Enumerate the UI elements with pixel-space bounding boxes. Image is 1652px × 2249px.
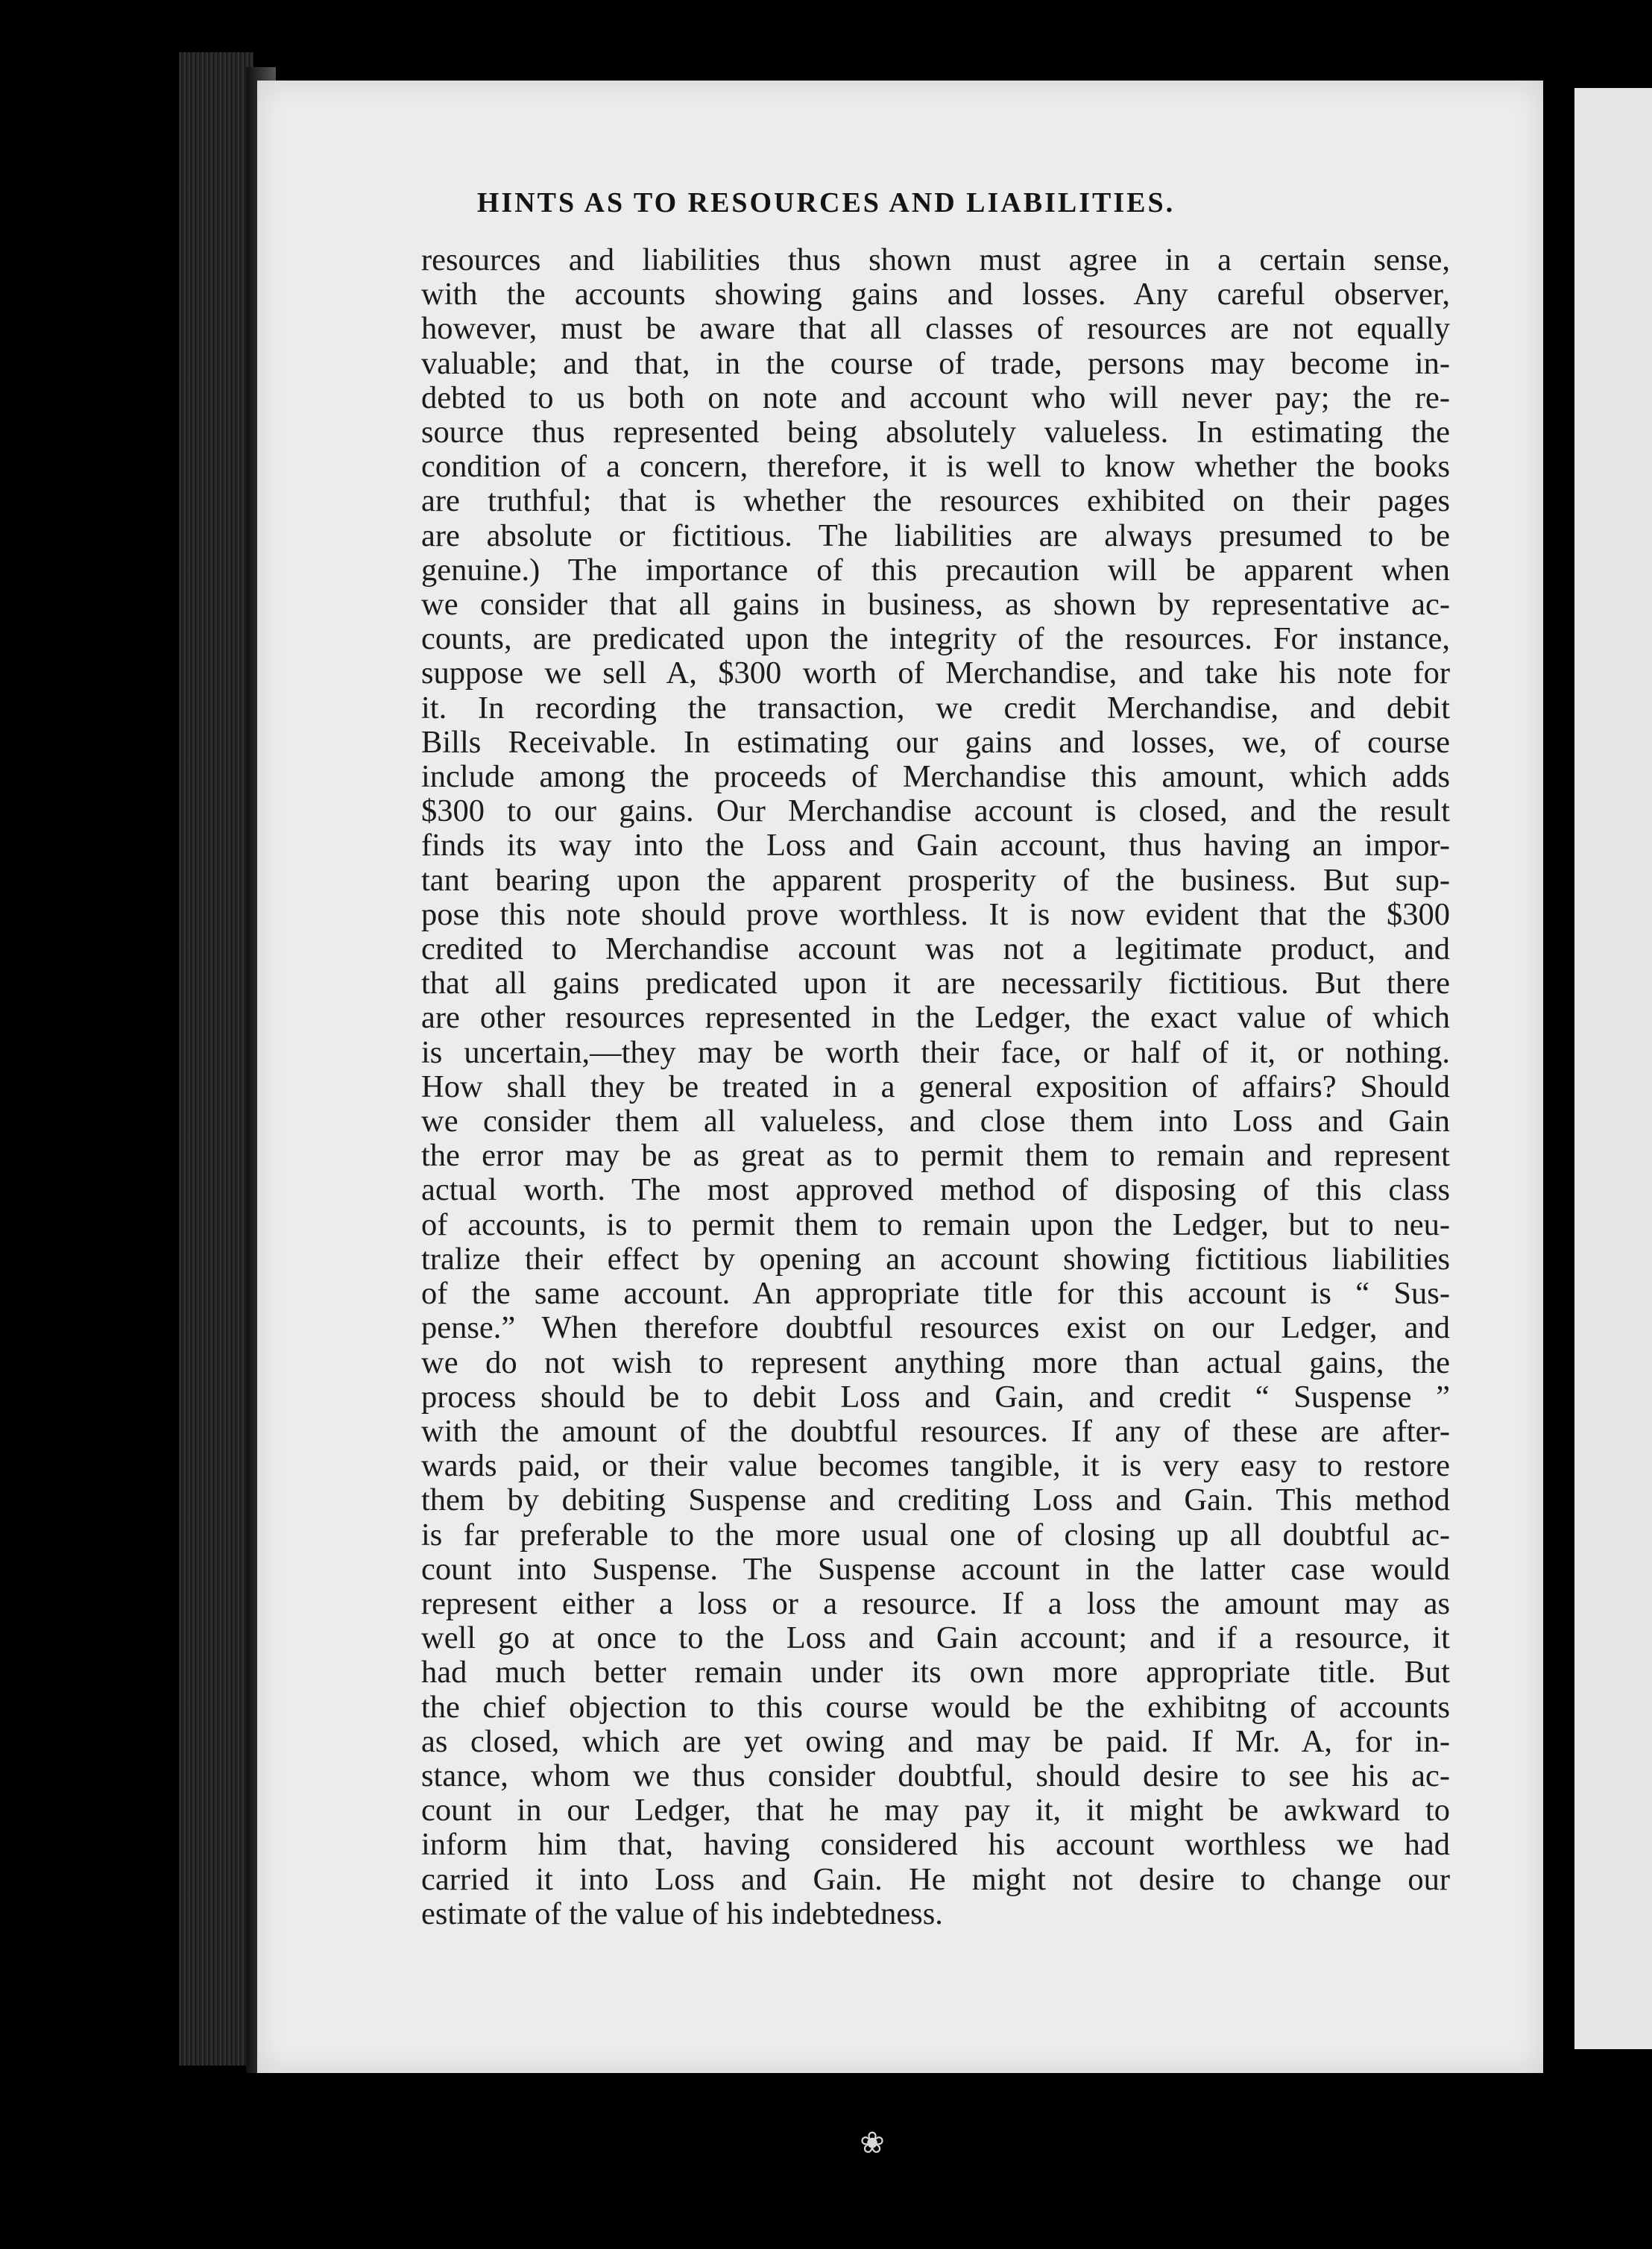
text-line: carried it into Loss and Gain. He might not desire to change our — [421, 1861, 1450, 1897]
text-line: had much better remain under its own more appropriate title. But — [421, 1655, 1450, 1690]
text-line: actual worth. The most approved method of disposing of this class — [421, 1172, 1450, 1208]
text-line: are absolute or fictitious. The liabilities are always presumed to be — [421, 518, 1450, 553]
text-line: tralize their effect by opening an account showing fictitious liabilities — [421, 1241, 1450, 1277]
text-line: is far preferable to the more usual one of closing up all doubtful ac- — [421, 1517, 1450, 1553]
text-line: wards paid, or their value becomes tangible, it is very easy to restore — [421, 1448, 1450, 1484]
text-line: estimate of the value of his indebtedness. — [421, 1896, 943, 1931]
text-line: we consider that all gains in business, as shown by representative ac- — [421, 587, 1450, 623]
text-line: genuine.) The importance of this precaution will be apparent when — [421, 552, 1450, 588]
text-line: however, must be aware that all classes of resources are not equally — [421, 311, 1450, 347]
text-line: counts, are predicated upon the integrity of the resources. For instance, — [421, 621, 1450, 657]
text-line: we consider them all valueless, and close them into Loss and Gain — [421, 1104, 1450, 1139]
text-line: tant bearing upon the apparent prosperity of the business. But sup- — [421, 862, 1450, 898]
text-line: condition of a concern, therefore, it is well to know whether the books — [421, 449, 1450, 485]
text-line: How shall they be treated in a general exposition of affairs? Should — [421, 1069, 1450, 1104]
body-text — [421, 243, 1450, 1931]
text-line: valuable; and that, in the course of trade, persons may become in- — [421, 345, 1450, 381]
text-line: the error may be as great as to permit them to remain and represent — [421, 1138, 1450, 1174]
text-line: it. In recording the transaction, we credit Merchandise, and debit — [421, 690, 1450, 726]
text-line: the chief objection to this course would be the exhibitng of accounts — [421, 1689, 1450, 1725]
text-line: are truthful; that is whether the resources exhibited on their pages — [421, 483, 1450, 519]
facing-page-edge — [1574, 88, 1652, 2049]
text-line: well go at once to the Loss and Gain account; and if a resource, it — [421, 1620, 1450, 1656]
text-line: suppose we sell A, $300 worth of Merchandise, and take his note for — [421, 655, 1450, 691]
text-line: count into Suspense. The Suspense account in the latter case would — [421, 1551, 1450, 1587]
text-line: of the same account. An appropriate title for this account is “ Sus- — [421, 1276, 1450, 1312]
text-line: stance, whom we thus consider doubtful, should desire to see his ac- — [421, 1758, 1450, 1793]
text-line: as closed, which are yet owing and may be paid. If Mr. A, for in- — [421, 1723, 1450, 1759]
text-line: inform him that, having considered his account worthless we had — [421, 1827, 1450, 1863]
text-line: include among the proceeds of Merchandise this amount, which adds — [421, 759, 1450, 795]
text-line: are other resources represented in the Ledger, the exact value of which — [421, 1000, 1450, 1036]
text-line: pense.” When therefore doubtful resources exist on our Ledger, and — [421, 1310, 1450, 1346]
text-line: finds its way into the Loss and Gain account, thus having an impor- — [421, 828, 1450, 864]
text-line: of accounts, is to permit them to remain upon the Ledger, but to neu- — [421, 1207, 1450, 1242]
text-line: with the amount of the doubtful resources. If any of these are after- — [421, 1413, 1450, 1449]
text-line: we do not wish to represent anything more than actual gains, the — [421, 1344, 1450, 1380]
text-line: with the accounts showing gains and losses. Any careful observer, — [421, 277, 1450, 312]
text-line: that all gains predicated upon it are necessarily fictitious. But there — [421, 966, 1450, 1001]
book-page-edges — [179, 52, 253, 2066]
text-line: debted to us both on note and account who will never pay; the re- — [421, 380, 1450, 415]
text-line: is uncertain,—they may be worth their face, or half of it, or nothing. — [421, 1034, 1450, 1070]
text-line: pose this note should prove worthless. It is now evident that the $300 — [421, 896, 1450, 932]
text-line: them by debiting Suspense and crediting Loss and Gain. This method — [421, 1482, 1450, 1518]
text-line: source thus represented being absolutely valueless. In estimating the — [421, 415, 1450, 450]
text-line: credited to Merchandise account was not a legitimate product, and — [421, 931, 1450, 967]
text-line: Bills Receivable. In estimating our gains and losses, we, of course — [421, 724, 1450, 760]
text-line: resources and liabilities thus shown must agree in a certain sense, — [421, 242, 1450, 277]
printer-ornament-icon: ❀ — [860, 2126, 885, 2160]
text-line: count in our Ledger, that he may pay it, it might be awkward to — [421, 1793, 1450, 1828]
text-line: process should be to debit Loss and Gain, and credit “ Suspense ” — [421, 1379, 1450, 1415]
running-head: HINTS AS TO RESOURCES AND LIABILITIES. — [476, 187, 1176, 218]
text-line: $300 to our gains. Our Merchandise account is closed, and the result — [421, 793, 1450, 829]
text-line: represent either a loss or a resource. If a loss the amount may as — [421, 1585, 1450, 1621]
